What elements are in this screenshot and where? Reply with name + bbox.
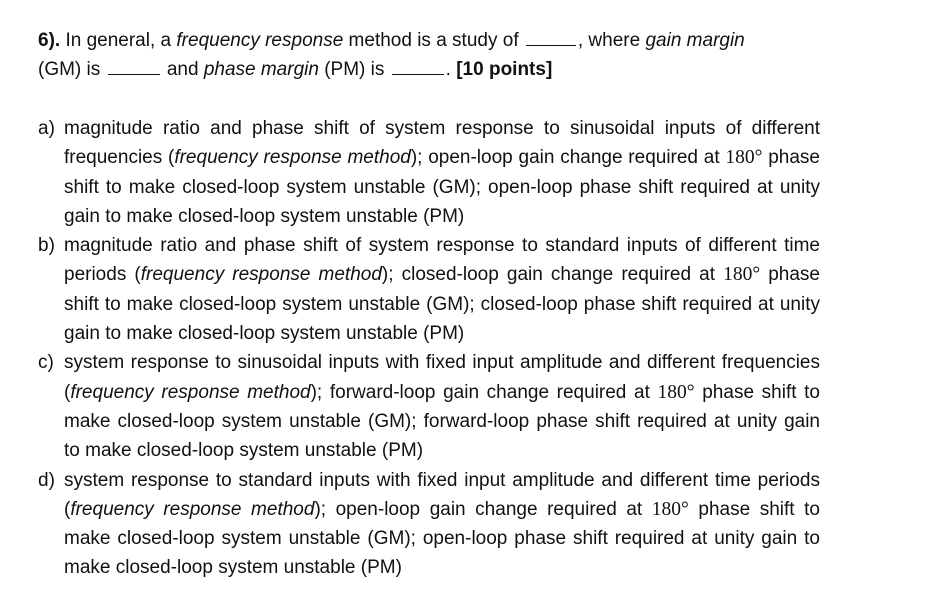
option-text bbox=[64, 114, 820, 231]
question-stem bbox=[38, 26, 838, 84]
question-text: . bbox=[445, 59, 457, 80]
option-letter: a) bbox=[38, 118, 55, 139]
answer-blank-3 bbox=[392, 58, 444, 75]
option-text-part: phase shift to make closed-loop system unstable (GM); open-loop phase shift required at unity gain to make closed-loop system unstable (PM) bbox=[64, 147, 820, 227]
question-text: In general, a bbox=[60, 30, 177, 51]
question-points: [10 points] bbox=[456, 59, 553, 80]
option-text-part: magnitude ratio and phase shift of system response to sinusoidal inputs of different frequencies ( bbox=[64, 118, 820, 169]
question-term-frequency-response: frequency response bbox=[176, 30, 344, 51]
option-text-part: phase shift to make closed-loop system unstable (GM); open-loop phase shift required at unity gain to make closed-loop system unstable (PM) bbox=[64, 498, 820, 579]
option-a bbox=[38, 114, 820, 231]
option-c bbox=[38, 348, 820, 465]
option-text-part: phase shift to make closed-loop system unstable (GM); forward-loop phase shift required at unity gain to make closed-loop system unstable (PM) bbox=[64, 381, 820, 462]
option-b bbox=[38, 231, 820, 348]
option-text bbox=[64, 231, 820, 348]
question-text: (PM) is bbox=[318, 59, 390, 80]
option-text-part: ); forward-loop gain change required at bbox=[310, 381, 658, 403]
option-text-part: phase shift to make closed-loop system unstable (GM); closed-loop phase shift required at unity gain to make closed-loop system unstable (PM) bbox=[64, 264, 821, 345]
option-degree: 180° bbox=[725, 147, 763, 169]
option-method-term: frequency response method bbox=[174, 147, 411, 169]
question-term-phase-margin: phase margin bbox=[203, 59, 319, 80]
option-text-part: ); open-loop gain change required at bbox=[410, 147, 726, 169]
answer-blank-1 bbox=[526, 29, 576, 46]
question-text: , where bbox=[577, 30, 646, 51]
question-term-gain-margin: gain margin bbox=[645, 30, 745, 51]
option-method-term: frequency response method bbox=[70, 498, 315, 520]
option-text-part: magnitude ratio and phase shift of system response to standard inputs of different time periods ( bbox=[64, 235, 820, 286]
question-text: (GM) is bbox=[38, 59, 106, 80]
option-method-term: frequency response method bbox=[70, 381, 311, 403]
option-d bbox=[38, 466, 820, 583]
option-text-part: system response to sinusoidal inputs with fixed input amplitude and different frequencies ( bbox=[64, 352, 820, 403]
option-degree: 180° bbox=[651, 498, 689, 520]
answer-blank-2 bbox=[108, 58, 160, 75]
option-text bbox=[64, 348, 820, 465]
question-number: 6). bbox=[38, 30, 61, 51]
option-text-part: ); closed-loop gain change required at bbox=[381, 264, 724, 286]
option-text bbox=[64, 466, 820, 583]
option-letter: b) bbox=[38, 235, 55, 257]
question-text: and bbox=[161, 59, 204, 80]
question-text: method is a study of bbox=[343, 30, 524, 51]
option-degree: 180° bbox=[657, 381, 695, 403]
option-degree: 180° bbox=[723, 264, 761, 286]
option-text-part: ); open-loop gain change required at bbox=[314, 498, 652, 520]
option-method-term: frequency response method bbox=[140, 264, 382, 286]
option-letter: d) bbox=[38, 469, 55, 491]
answer-options bbox=[38, 114, 820, 583]
option-letter: c) bbox=[38, 352, 54, 374]
option-text-part: system response to standard inputs with fixed input amplitude and different time periods ( bbox=[64, 469, 820, 520]
